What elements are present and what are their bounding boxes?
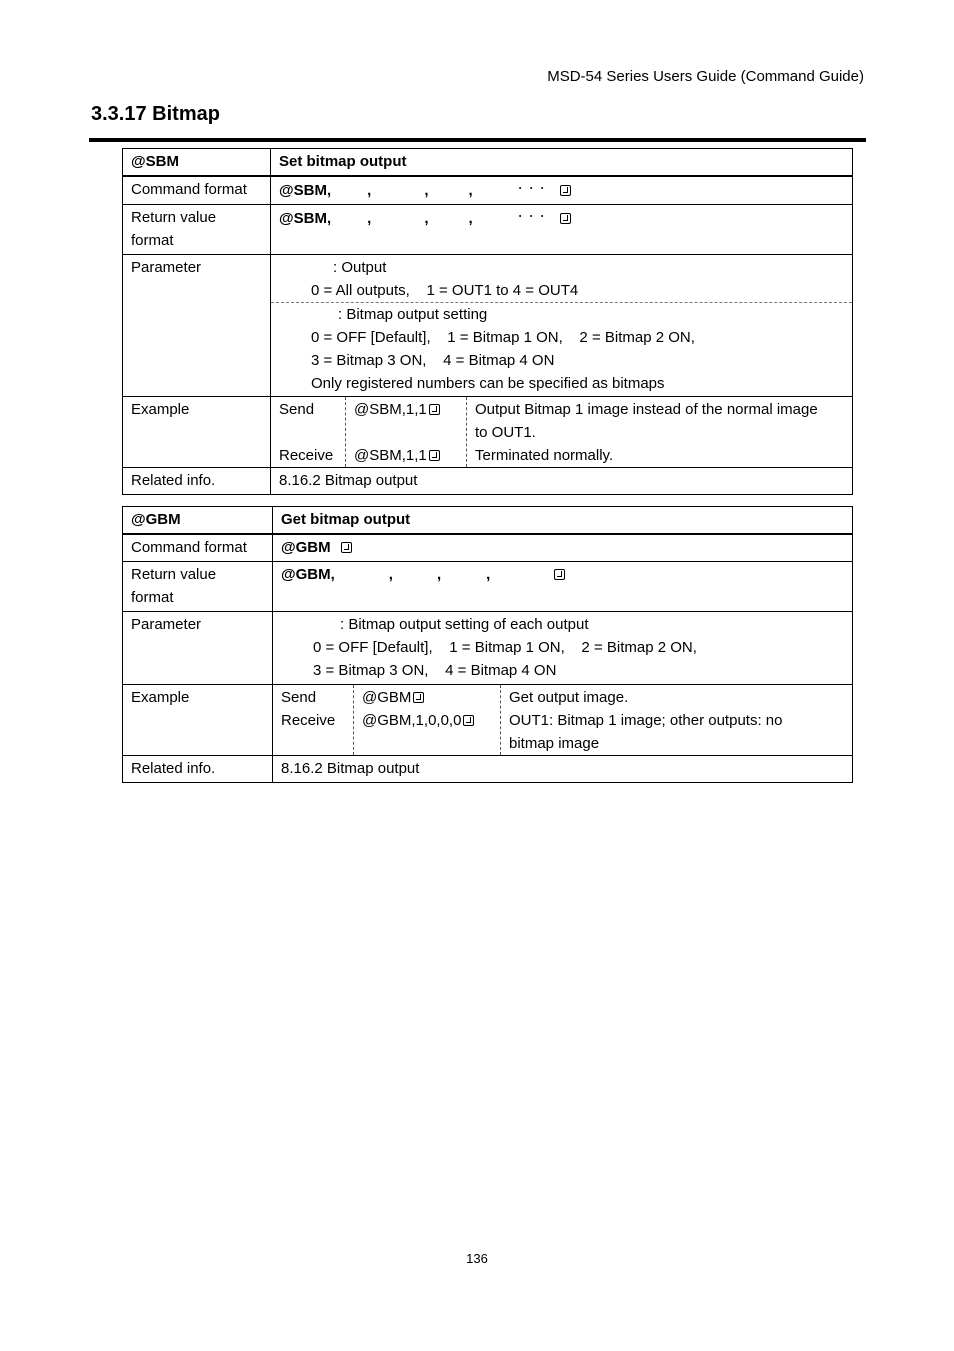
param-values: 0 = OFF [Default], 1 = Bitmap 1 ON, 2 = Bitmap 2 ON, (313, 639, 697, 656)
sbm-example-label: Example (123, 397, 271, 468)
sbm-format-prefix: @SBM, (279, 182, 332, 199)
send-description: to OUT1. (475, 424, 536, 441)
sbm-related-link[interactable]: 8.16.2 Bitmap output (271, 468, 853, 495)
receive-label: Receive (279, 447, 334, 464)
param-note: Only registered numbers can be specified as bitmaps (311, 375, 665, 392)
sbm-command-table (122, 148, 853, 495)
send-command (362, 686, 500, 709)
receive-description: Terminated normally. (475, 447, 614, 464)
receive-description: bitmap image (509, 735, 600, 752)
gbm-command-title: Get bitmap output (273, 507, 853, 535)
sbm-example-value (271, 397, 853, 468)
comma: , (424, 210, 429, 227)
receive-command (362, 709, 500, 732)
comma: , (436, 566, 442, 583)
return-key-icon (429, 404, 440, 415)
comma: , (486, 566, 491, 583)
return-label-line: format (131, 232, 174, 249)
ellipsis: ・・・ (514, 211, 548, 223)
param-description: : Bitmap output setting (338, 306, 488, 323)
gbm-return-value (273, 562, 853, 612)
sbm-parameter-label: Parameter (123, 255, 271, 397)
sbm-related-label: Related info. (123, 468, 271, 495)
gbm-related-link[interactable]: 8.16.2 Bitmap output (273, 756, 853, 783)
send-command (354, 398, 466, 421)
section-rule (89, 138, 866, 142)
param-values: 3 = Bitmap 3 ON, 4 = Bitmap 4 ON (311, 352, 555, 369)
sbm-return-prefix: @SBM, (279, 210, 332, 227)
send-label: Send (279, 401, 315, 418)
return-key-icon (413, 692, 424, 703)
gbm-return-label (123, 562, 273, 612)
return-label-line: Return value (131, 566, 217, 583)
send-description: Output Bitmap 1 image instead of the normal image (475, 401, 818, 418)
gbm-parameter-label: Parameter (123, 612, 273, 685)
return-key-icon (341, 542, 352, 553)
return-label-line: format (131, 589, 174, 606)
sbm-param-output (271, 255, 852, 302)
gbm-parameter-value (273, 612, 853, 685)
sbm-return-label (123, 205, 271, 255)
gbm-format-prefix: @GBM (281, 539, 331, 556)
command-text: @GBM (362, 689, 412, 706)
sbm-example-grid (271, 397, 852, 467)
document-header: MSD-54 Series Users Guide (Command Guide) (547, 68, 864, 85)
gbm-return-prefix: @GBM, (281, 566, 335, 583)
sbm-param-bitmap (271, 302, 852, 396)
gbm-format-value (273, 534, 853, 562)
gbm-command-name: @GBM (123, 507, 273, 535)
command-text: @SBM,1,1 (354, 447, 427, 464)
comma: , (424, 182, 429, 199)
param-values: 3 = Bitmap 3 ON, 4 = Bitmap 4 ON (313, 662, 557, 679)
gbm-related-label: Related info. (123, 756, 273, 783)
return-key-icon (429, 450, 440, 461)
comma: , (367, 210, 372, 227)
param-description: : Bitmap output setting of each output (340, 616, 589, 633)
gbm-format-label: Command format (123, 534, 273, 562)
return-key-icon (560, 213, 571, 224)
param-values: 0 = OFF [Default], 1 = Bitmap 1 ON, 2 = Bitmap 2 ON, (311, 329, 695, 346)
send-label: Send (281, 689, 317, 706)
comma: , (468, 210, 473, 227)
gbm-command-table (122, 506, 853, 783)
sbm-parameter-value (271, 255, 853, 397)
gbm-example-value (273, 685, 853, 756)
receive-description: OUT1: Bitmap 1 image; other outputs: no (509, 712, 783, 729)
return-key-icon (463, 715, 474, 726)
receive-command (354, 444, 466, 467)
send-description: Get output image. (509, 689, 629, 706)
return-label-line: Return value (131, 209, 217, 226)
section-title: 3.3.17 Bitmap (91, 103, 220, 125)
receive-label: Receive (281, 712, 336, 729)
sbm-command-name: @SBM (123, 149, 271, 177)
gbm-example-grid (273, 685, 852, 755)
command-text: @GBM,1,0,0,0 (362, 712, 462, 729)
comma: , (388, 566, 393, 583)
gbm-example-label: Example (123, 685, 273, 756)
return-key-icon (560, 185, 571, 196)
sbm-format-label: Command format (123, 176, 271, 205)
param-values: 0 = All outputs, 1 = OUT1 to 4 = OUT4 (311, 282, 579, 299)
command-text: @SBM,1,1 (354, 401, 427, 418)
comma: , (468, 182, 473, 199)
ellipsis: ・・・ (514, 183, 548, 195)
sbm-format-value (271, 176, 853, 205)
page-number: 136 (466, 1251, 488, 1266)
param-description: : Output (333, 259, 387, 276)
sbm-return-value (271, 205, 853, 255)
sbm-command-title: Set bitmap output (271, 149, 853, 177)
return-key-icon (554, 569, 565, 580)
comma: , (367, 182, 372, 199)
